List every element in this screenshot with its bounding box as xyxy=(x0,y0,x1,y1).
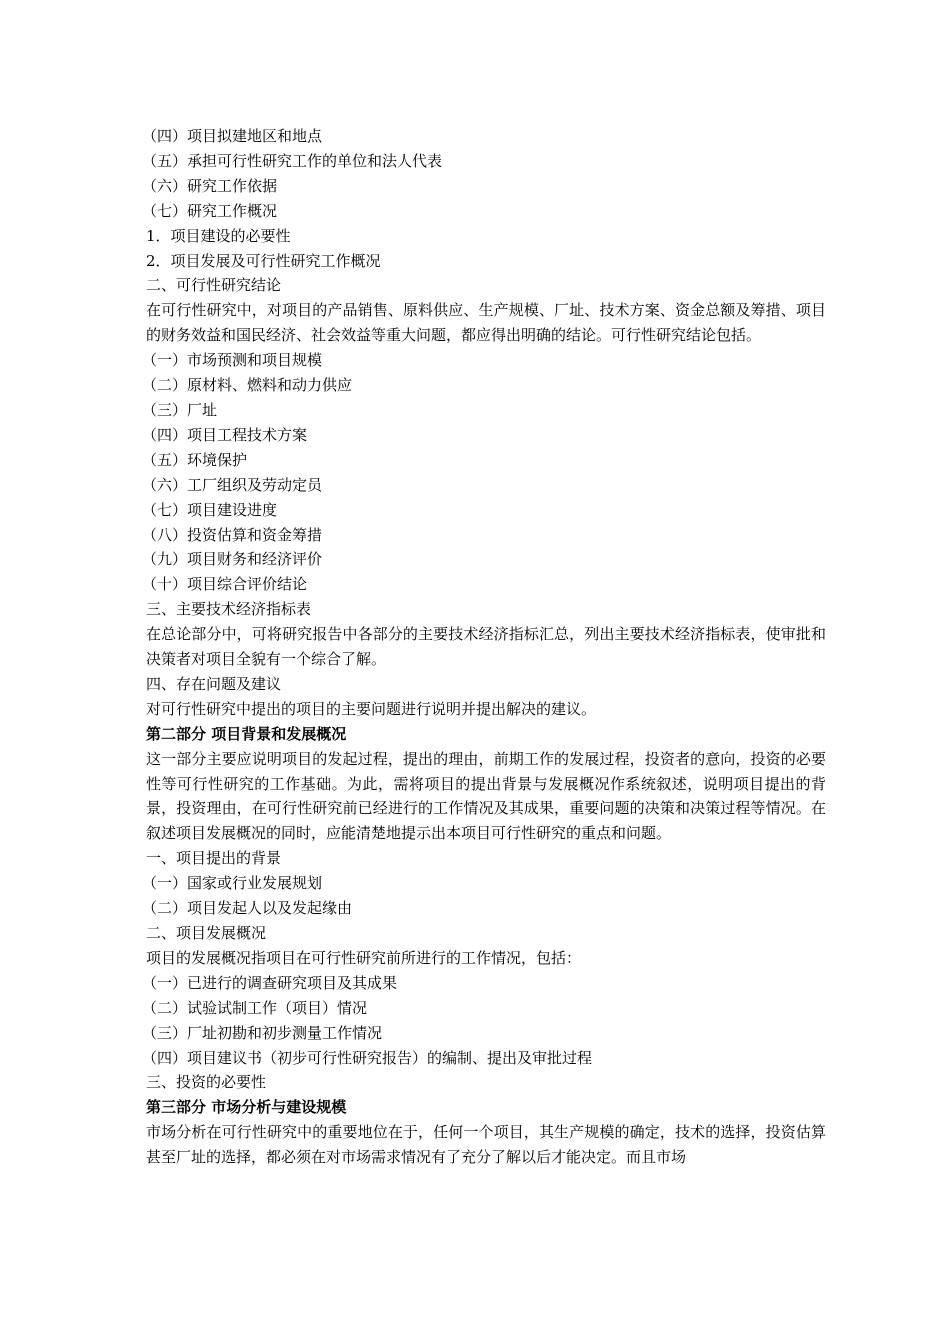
list-line: （五）承担可行性研究工作的单位和法人代表 xyxy=(142,151,443,170)
list-line: 二、项目发展概况 xyxy=(146,924,267,942)
paragraph: 在可行性研究中，对项目的产品销售、原料供应、生产规模、厂址、技术方案、资金总额及筹措、项目的财务效益和国民经济、社会效益等重大问题，都应得出明确的结论。可行性研究结论包括。 xyxy=(146,301,826,345)
paragraph: 在总论部分中，可将研究报告中各部分的主要技术经济指标汇总，列出主要技术经济指标表，使审批和决策者对项目全貌有一个综合了解。 xyxy=(146,625,826,669)
list-line: （四）项目建议书（初步可行性研究报告）的编制、提出及审批过程 xyxy=(142,1048,593,1067)
paragraph: 市场分析在可行性研究中的重要地位在于，任何一个项目，其生产规模的确定，技术的选择，投资估算甚至厂址的选择，都必须在对市场需求情况有了充分了解以后才能决定。而且市场 xyxy=(146,1123,826,1167)
list-line: （七）研究工作概况 xyxy=(142,201,278,220)
list-line: （二）项目发起人以及发起缘由 xyxy=(142,899,353,918)
list-line: （七）项目建设进度 xyxy=(142,500,278,519)
list-line: 二、可行性研究结论 xyxy=(146,276,282,295)
list-line: （十）项目综合评价结论 xyxy=(142,575,308,594)
list-line: （一）市场预测和项目规模 xyxy=(142,351,323,370)
list-line: 1．项目建设的必要性 xyxy=(146,226,291,245)
list-line: 三、主要技术经济指标表 xyxy=(146,600,312,619)
list-line: （二）试验试制工作（项目）情况 xyxy=(142,998,368,1017)
list-line: 一、项目提出的背景 xyxy=(146,849,282,868)
document-body xyxy=(142,124,826,1170)
list-line: （八）投资估算和资金筹措 xyxy=(142,525,323,544)
list-line: （九）项目财务和经济评价 xyxy=(142,550,323,569)
list-line: （三）厂址 xyxy=(142,400,218,419)
paragraph: 对可行性研究中提出的项目的主要问题进行说明并提出解决的建议。 xyxy=(146,699,597,718)
list-line: （四）项目拟建地区和地点 xyxy=(142,127,323,145)
list-line: （三）厂址初勘和初步测量工作情况 xyxy=(142,1023,383,1042)
list-line: （一）国家或行业发展规划 xyxy=(142,874,323,893)
list-line: （二）原材料、燃料和动力供应 xyxy=(142,376,353,395)
list-line: （一）已进行的调查研究项目及其成果 xyxy=(142,973,398,992)
list-line: 三、投资的必要性 xyxy=(146,1073,267,1092)
list-line: （五）环境保护 xyxy=(142,450,248,469)
list-line: 四、存在问题及建议 xyxy=(146,674,282,693)
list-line: （六）研究工作依据 xyxy=(142,176,278,195)
paragraph: 这一部分主要应说明项目的发起过程，提出的理由，前期工作的发展过程，投资者的意向，投资的必要性等可行性研究的工作基础。为此，需将项目的提出背景与发展概况作系统叙述，说明项目提出的背景，投资理由，在可行性研究前已经进行的工作情况及其成果，重要问题的决策和决策过程等情况。在叙述项目发展概况的同时，应能清楚地提示出本项目可行性研究的重点和问题。 xyxy=(146,749,826,843)
paragraph: 项目的发展概况指项目在可行性研究前所进行的工作情况，包括： xyxy=(146,948,582,967)
section-heading: 第三部分 市场分析与建设规模 xyxy=(146,1098,347,1117)
list-line: 2．项目发展及可行性研究工作概况 xyxy=(146,251,381,270)
list-line: （六）工厂组织及劳动定员 xyxy=(142,475,323,494)
section-heading: 第二部分 项目背景和发展概况 xyxy=(146,724,347,743)
list-line: （四）项目工程技术方案 xyxy=(142,425,308,444)
